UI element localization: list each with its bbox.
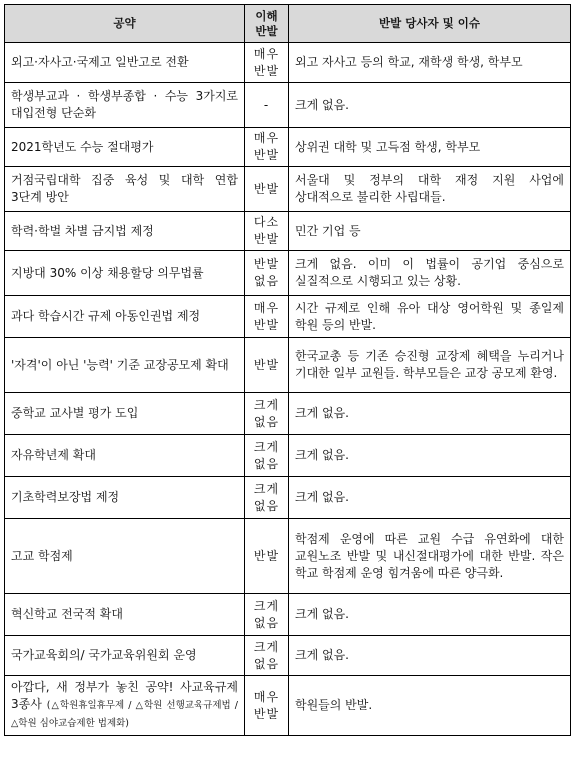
pledge-cell bbox=[5, 477, 245, 519]
issue-cell: 외고 자사고 등의 학교, 재학생 학생, 학부모 bbox=[289, 43, 571, 83]
issue-cell: 상위권 대학 및 고득점 학생, 학부모 bbox=[289, 128, 571, 167]
level-cell: 반발 없음 bbox=[245, 251, 289, 296]
level-cell: 크게 없음 bbox=[245, 636, 289, 676]
table-row bbox=[5, 519, 571, 594]
pledge-text: 거점국립대학 집중 육성 및 대학 연합 3단계 방안 bbox=[11, 173, 238, 204]
pledge-cell bbox=[5, 594, 245, 636]
level-cell: 반발 bbox=[245, 519, 289, 594]
pledge-table bbox=[4, 4, 571, 736]
table-row bbox=[5, 636, 571, 676]
level-cell: - bbox=[245, 83, 289, 128]
table-row bbox=[5, 393, 571, 435]
pledge-cell bbox=[5, 435, 245, 477]
level-cell: 크게 없음 bbox=[245, 435, 289, 477]
level-cell: 매우 반발 bbox=[245, 676, 289, 736]
level-cell: 매우 반발 bbox=[245, 43, 289, 83]
pledge-cell bbox=[5, 251, 245, 296]
pledge-cell bbox=[5, 338, 245, 393]
issue-cell: 시간 규제로 인해 유아 대상 영어학원 및 종일제 학원 등의 반발. bbox=[289, 296, 571, 338]
issue-cell: 크게 없음. bbox=[289, 393, 571, 435]
level-cell: 크게 없음 bbox=[245, 477, 289, 519]
issue-cell: 민간 기업 등 bbox=[289, 212, 571, 251]
level-cell: 매우 반발 bbox=[245, 128, 289, 167]
level-cell: 반발 bbox=[245, 338, 289, 393]
pledge-cell bbox=[5, 636, 245, 676]
table-body bbox=[5, 43, 571, 736]
pledge-text: '자격'이 아닌 '능력' 기준 교장공모제 확대 bbox=[11, 357, 229, 372]
pledge-note: (△학원휴일휴무제 / △학원 선행교육규제법 / △학원 심야교습제한 법제화) bbox=[11, 700, 238, 729]
header-pledge: 공약 bbox=[5, 5, 245, 43]
header-row bbox=[5, 5, 571, 43]
table-row bbox=[5, 338, 571, 393]
table-row bbox=[5, 676, 571, 736]
issue-cell: 크게 없음. bbox=[289, 435, 571, 477]
header-issue: 반발 당사자 및 이슈 bbox=[289, 5, 571, 43]
level-cell: 크게 없음 bbox=[245, 393, 289, 435]
pledge-text: 외고·자사고·국제고 일반고로 전환 bbox=[11, 55, 189, 69]
issue-cell: 크게 없음. bbox=[289, 594, 571, 636]
issue-cell: 학원들의 반발. bbox=[289, 676, 571, 736]
pledge-cell bbox=[5, 83, 245, 128]
pledge-cell bbox=[5, 43, 245, 83]
pledge-text: 중학교 교사별 평가 도입 bbox=[11, 406, 139, 420]
issue-cell: 크게 없음. bbox=[289, 477, 571, 519]
level-cell: 다소 반발 bbox=[245, 212, 289, 251]
pledge-text: 혁신학교 전국적 확대 bbox=[11, 607, 123, 621]
pledge-cell bbox=[5, 519, 245, 594]
pledge-cell bbox=[5, 676, 245, 736]
issue-cell: 크게 없음. bbox=[289, 636, 571, 676]
table-row bbox=[5, 128, 571, 167]
pledge-cell bbox=[5, 393, 245, 435]
table-row bbox=[5, 83, 571, 128]
pledge-text: 과다 학습시간 규제 아동인권법 제정 bbox=[11, 309, 201, 323]
table-row bbox=[5, 167, 571, 212]
issue-cell: 크게 없음. bbox=[289, 83, 571, 128]
pledge-cell bbox=[5, 128, 245, 167]
pledge-text: 아깝다, 새 정부가 놓친 공약! 사교육규제 3종사 bbox=[11, 680, 238, 711]
issue-cell: 한국교총 등 기존 승진형 교장제 혜택을 누리거나 기대한 일부 교원들. 학부모들은 교장 공모제 환영. bbox=[289, 338, 571, 393]
pledge-text: 학력·학벌 차별 금지법 제정 bbox=[11, 223, 154, 238]
issue-cell: 서울대 및 정부의 대학 재정 지원 사업에 상대적으로 불리한 사립대들. bbox=[289, 167, 571, 212]
pledge-text: 고교 학점제 bbox=[11, 548, 73, 563]
issue-cell: 크게 없음. 이미 이 법률이 공기업 중심으로 실질적으로 시행되고 있는 상황. bbox=[289, 251, 571, 296]
table-row bbox=[5, 477, 571, 519]
level-cell: 크게 없음 bbox=[245, 594, 289, 636]
table-row bbox=[5, 43, 571, 83]
level-cell: 반발 bbox=[245, 167, 289, 212]
issue-cell: 학점제 운영에 따른 교원 수급 유연화에 대한 교원노조 반발 및 내신절대평가에 대한 반발. 작은 학교 학점제 운영 힘겨움에 따른 양극화. bbox=[289, 519, 571, 594]
table-row bbox=[5, 251, 571, 296]
pledge-text: 학생부교과 · 학생부종합 · 수능 3가지로 대입전형 단순화 bbox=[11, 89, 238, 120]
pledge-cell bbox=[5, 212, 245, 251]
level-cell: 매우 반발 bbox=[245, 296, 289, 338]
pledge-text: 지방대 30% 이상 채용할당 의무법률 bbox=[11, 265, 204, 280]
pledge-cell bbox=[5, 296, 245, 338]
pledge-text: 국가교육회의/ 국가교육위원회 운영 bbox=[11, 648, 197, 662]
table-row bbox=[5, 435, 571, 477]
pledge-text: 자유학년제 확대 bbox=[11, 448, 96, 462]
pledge-text: 2021학년도 수능 절대평가 bbox=[11, 139, 154, 154]
table-row bbox=[5, 594, 571, 636]
header-level: 이해 반발 bbox=[245, 5, 289, 43]
table-row bbox=[5, 212, 571, 251]
pledge-cell bbox=[5, 167, 245, 212]
pledge-text: 기초학력보장법 제정 bbox=[11, 490, 120, 504]
table-row bbox=[5, 296, 571, 338]
